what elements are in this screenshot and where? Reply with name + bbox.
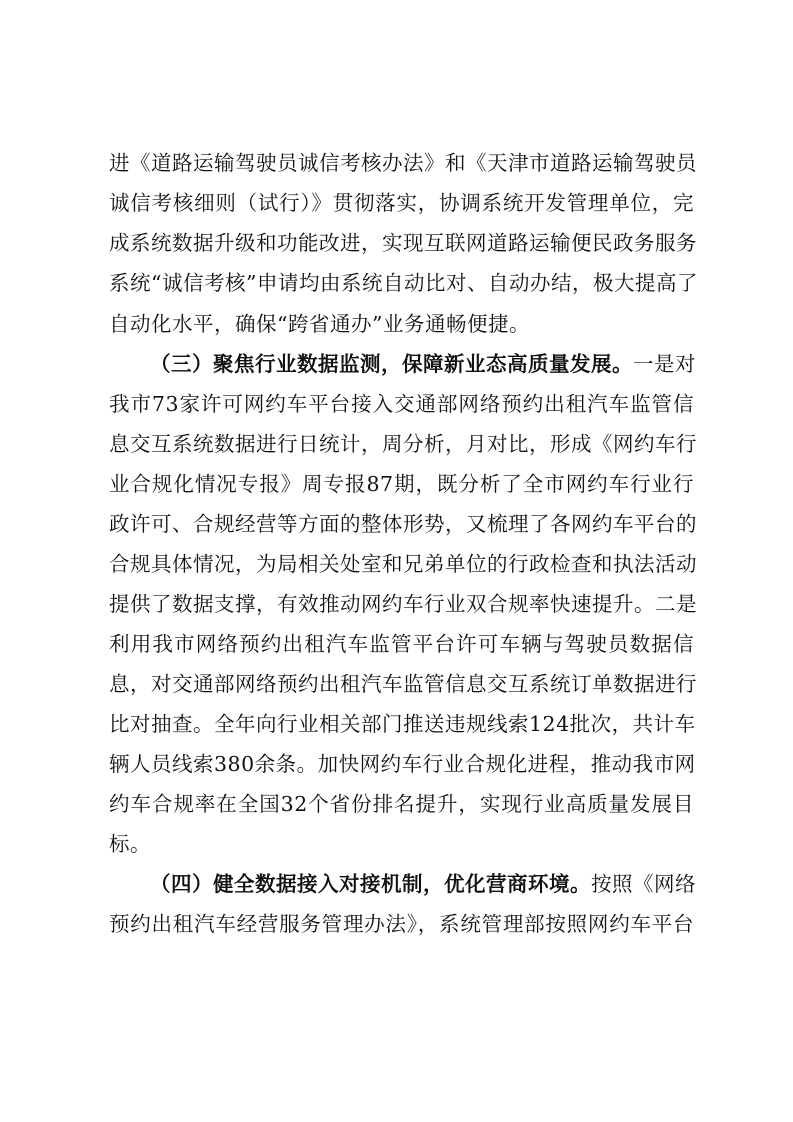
text-line: 预约出租汽车经营服务管理办法》，系统管理部按照网约车平台 xyxy=(109,912,694,936)
text-line: 约车合规率在全国32个省份排名提升，实现行业高质量发展目 xyxy=(109,792,694,816)
text-line: 息交互系统数据进行日统计，周分析，月对比，形成《网约车行 xyxy=(109,432,697,456)
text-line: 进《道路运输驾驶员诚信考核办法》和《天津市道路运输驾驶员 xyxy=(109,151,697,175)
section-heading-line xyxy=(150,864,694,904)
text-line: 我市73家许可网约车平台接入交通部网络预约出租汽车监管信 xyxy=(109,392,694,416)
text-line: 自动化水平，确保“跨省通办”业务通畅便捷。 xyxy=(109,312,530,336)
section-heading: （四）健全数据接入对接机制，优化营商环境。 xyxy=(150,872,591,896)
text-line: 业合规化情况专报》周专报87期，既分析了全市网约车行业行 xyxy=(109,472,694,496)
paragraph-text: 按照《网络 xyxy=(591,872,696,896)
text-line: 合规具体情况，为局相关处室和兄弟单位的行政检查和执法活动 xyxy=(109,552,697,576)
text-line: 利用我市网络预约出租汽车监管平台许可车辆与驾驶员数据信 xyxy=(109,632,694,656)
paragraph-text: 一是对 xyxy=(633,352,696,376)
text-line: 诚信考核细则（试行）》贯彻落实，协调系统开发管理单位，完 xyxy=(109,191,694,215)
text-line: 政许可、合规经营等方面的整体形势，又梳理了各网约车平台的 xyxy=(109,512,697,536)
text-line: 提供了数据支撑，有效推动网约车行业双合规率快速提升。二是 xyxy=(109,592,697,616)
text-line: 息，对交通部网络预约出租汽车监管信息交互系统订单数据进行 xyxy=(109,672,697,696)
text-line: 标。 xyxy=(109,832,151,856)
text-line: 比对抽查。全年向行业相关部门推送违规线索124批次，共计车 xyxy=(109,712,696,736)
section-heading-line xyxy=(150,344,694,384)
text-line: 系统“诚信考核”申请均由系统自动比对、自动办结，极大提高了 xyxy=(109,271,698,295)
section-heading: （三）聚焦行业数据监测，保障新业态高质量发展。 xyxy=(150,352,633,376)
text-line: 成系统数据升级和功能改进，实现互联网道路运输便民政务服务 xyxy=(109,231,697,255)
text-line: 辆人员线索380余条。加快网约车行业合规化进程，推动我市网 xyxy=(109,752,696,776)
